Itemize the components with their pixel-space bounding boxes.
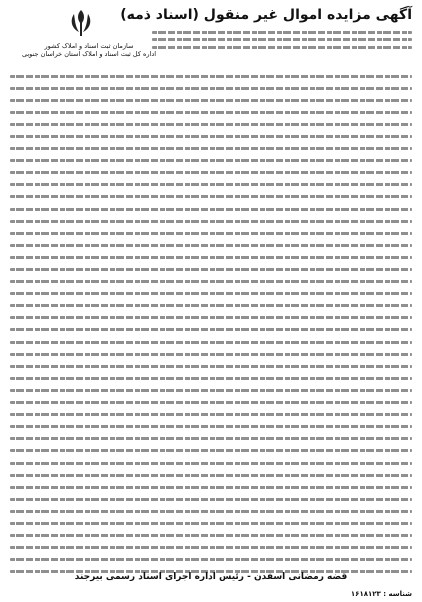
organization-block	[14, 42, 164, 58]
text-line	[10, 227, 412, 239]
text-line	[10, 264, 412, 276]
tracking-id: شناسه : ۱۶۱۸۱۲۳	[350, 590, 412, 598]
text-line	[10, 130, 412, 142]
text-line	[10, 251, 412, 263]
text-line	[10, 481, 412, 493]
text-line	[10, 276, 412, 288]
text-line	[10, 143, 412, 155]
organization-line: سازمان ثبت اسناد و املاک کشور	[44, 42, 134, 50]
notice-intro	[152, 26, 412, 49]
text-line	[10, 457, 412, 469]
text-line	[152, 38, 412, 41]
text-line	[10, 191, 412, 203]
text-line	[10, 215, 412, 227]
signature-line: قضه رمضانی اسفدن - رئیس اداره اجرای اسناد رسمی بیرجند	[74, 572, 348, 582]
text-line	[10, 203, 412, 215]
text-line	[10, 324, 412, 336]
text-line	[10, 469, 412, 481]
notice-title: آگهی مزایده اموال غیر منقول (اسناد ذمه)	[120, 7, 412, 23]
text-line	[152, 31, 412, 34]
text-line	[10, 542, 412, 554]
text-line	[10, 179, 412, 191]
text-line	[10, 167, 412, 179]
text-line	[10, 70, 412, 82]
text-line	[10, 82, 412, 94]
text-line	[10, 397, 412, 409]
text-line	[10, 300, 412, 312]
organization-subline: اداره کل ثبت اسناد و املاک استان خراسان جنوبی	[21, 50, 157, 58]
text-line	[10, 360, 412, 372]
iran-emblem-icon	[64, 6, 98, 40]
text-line	[10, 348, 412, 360]
text-line	[10, 554, 412, 566]
text-line	[10, 409, 412, 421]
text-line	[10, 493, 412, 505]
text-line	[10, 505, 412, 517]
text-line	[10, 433, 412, 445]
text-line	[10, 155, 412, 167]
text-line	[10, 530, 412, 542]
text-line	[10, 106, 412, 118]
text-line	[10, 118, 412, 130]
text-line	[10, 517, 412, 529]
text-line	[10, 288, 412, 300]
text-line	[10, 239, 412, 251]
text-line	[10, 94, 412, 106]
text-line	[10, 384, 412, 396]
text-line	[10, 372, 412, 384]
text-line	[10, 336, 412, 348]
notice-footer	[10, 572, 412, 598]
notice-header	[10, 4, 412, 60]
text-line	[10, 445, 412, 457]
text-line	[152, 46, 412, 49]
text-line	[10, 312, 412, 324]
notice-body	[10, 70, 412, 578]
text-line	[10, 421, 412, 433]
